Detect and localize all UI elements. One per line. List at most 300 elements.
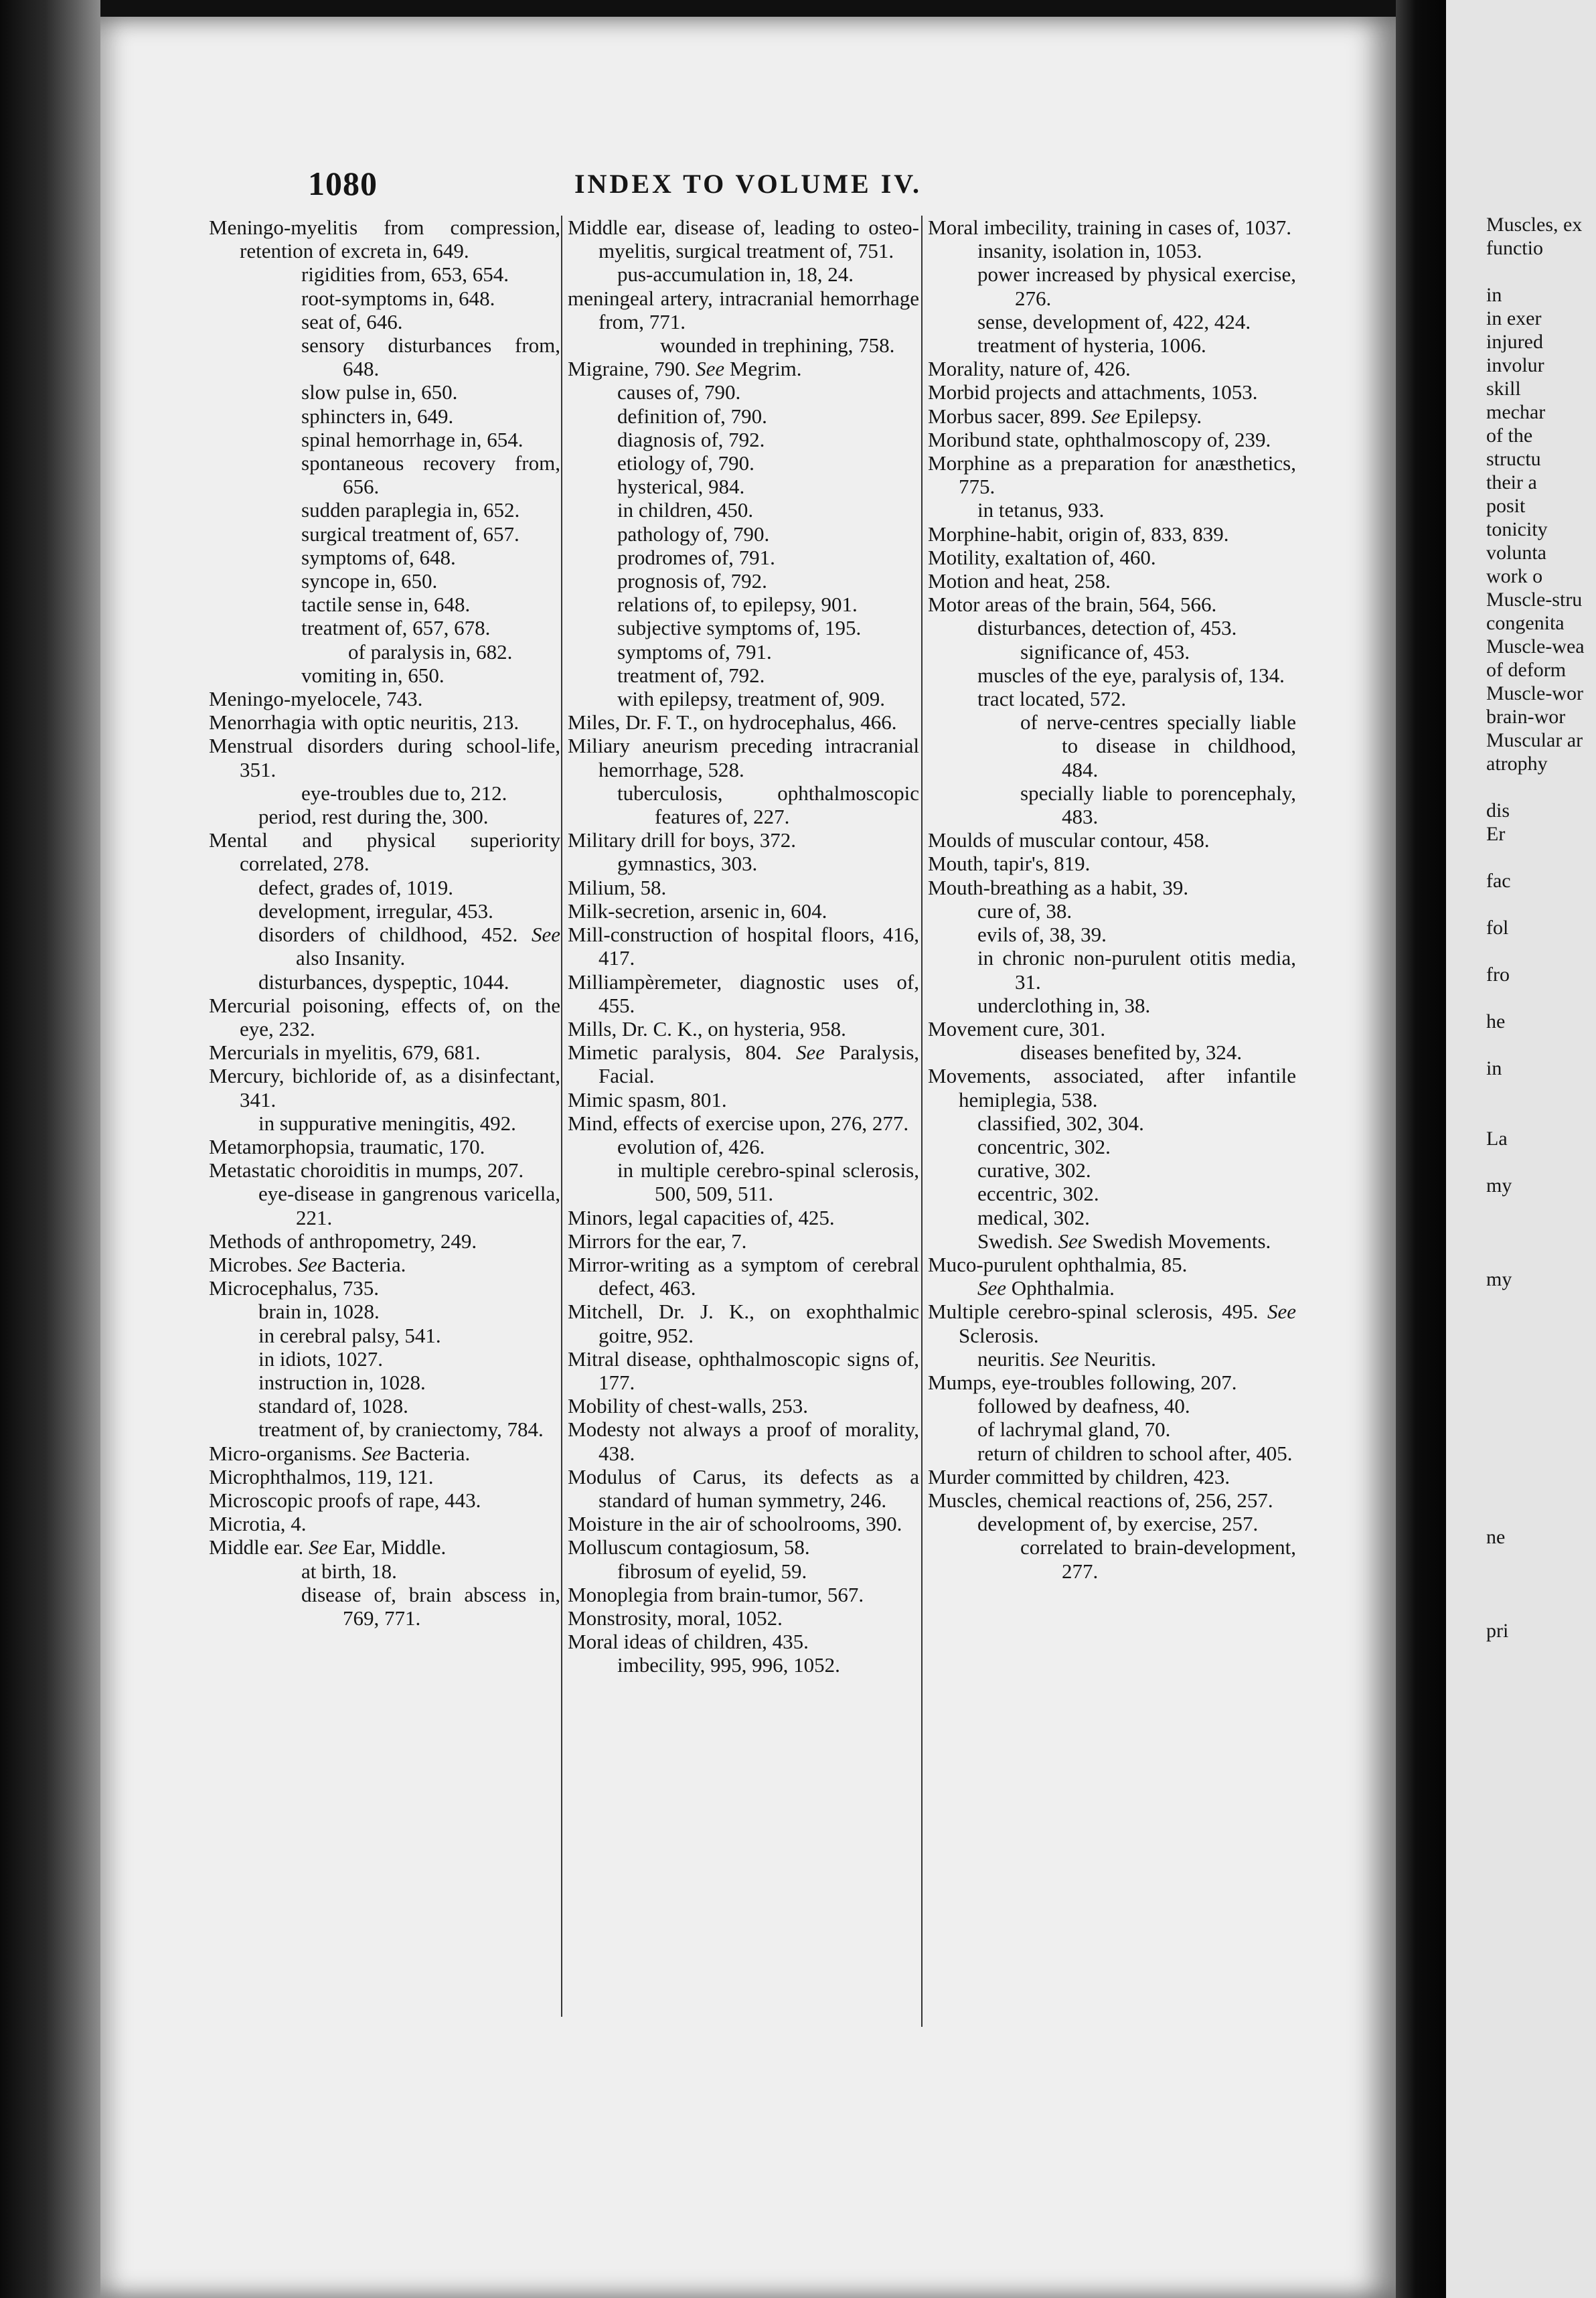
index-entry-text: neuritis. [977,1347,1045,1371]
facing-page-line: skill [1486,378,1521,400]
facing-page-line: of deform [1486,659,1567,681]
index-entry [568,1347,919,1394]
index-entry [568,1112,919,1135]
index-entry [209,1135,560,1158]
index-entry-text: tuberculosis, ophthalmoscopic features of, 227. [617,781,919,829]
facing-page-line [1486,1549,1596,1572]
index-entry [568,1465,919,1512]
index-entry-text: slow pulse in, 650. [301,380,458,404]
index-entry-text: gymnastics, 303. [617,852,758,876]
see-reference: See [696,357,725,381]
facing-page-line: fac [1486,870,1511,892]
index-entry-text: meningeal artery, intracranial hemorrhage from, 771. [568,286,919,333]
index-entry-text: Muscles, chemical reactions of, 256, 257. [928,1488,1273,1512]
index-entry [209,1276,560,1300]
index-entry-text: relations of, to epilepsy, 901. [617,593,858,617]
facing-page-line [1486,1432,1596,1455]
index-entry-text: prognosis of, 792. [617,569,767,593]
index-entry-text: Mental and physical superiority correlated, 278. [209,828,560,876]
index-entry-text: Motor areas of the brain, 564, 566. [928,593,1217,617]
index-entry [209,1158,560,1182]
index-entry [209,569,560,593]
running-title: INDEX TO VOLUME IV. [574,169,923,199]
index-entry [928,569,1296,593]
index-entry [928,664,1296,687]
index-entry-text: Mumps, eye-troubles following, 207. [928,1370,1237,1394]
index-entry [928,357,1296,380]
index-entry-text: Miles, Dr. F. T., on hydrocephalus, 466. [568,710,897,735]
index-entry-text: in multiple cerebro-spinal sclerosis, 500, 509, 511. [617,1158,919,1206]
index-entry-text: power increased by physical exercise, 276. [977,262,1296,310]
facing-page-line: posit [1486,495,1526,517]
index-entry [568,498,919,522]
index-entry-text: treatment of hysteria, 1006. [977,333,1206,358]
facing-page-line: ne [1486,1526,1506,1548]
index-entry [209,404,560,428]
index-entry [568,923,919,970]
facing-page-line: Muscle-wor [1486,682,1583,704]
index-entry [568,664,919,687]
see-reference: See [297,1252,327,1276]
see-reference: See [362,1441,391,1465]
index-entry [928,710,1296,781]
index-entry-text: vomiting in, 650. [301,663,445,687]
index-entry [209,1394,560,1418]
see-reference: See [1058,1229,1087,1253]
index-entry [568,287,919,333]
index-entry [209,522,560,546]
index-entry [928,498,1296,522]
index-entry-text: Minors, legal capacities of, 425. [568,1205,835,1229]
index-entry [209,1371,560,1394]
index-entry-text: Microbes. [209,1252,293,1276]
facing-page-line: fro [1486,964,1510,986]
index-entry-text: medical, 302. [977,1205,1090,1229]
index-entry [568,1512,919,1535]
see-reference: See [1091,404,1121,428]
index-entry-text: diagnosis of, 792. [617,427,765,451]
facing-page-line: Er [1486,823,1506,845]
index-entry [568,1158,919,1205]
index-entry-text: Morbus sacer, 899. [928,404,1087,428]
index-entry-text: Mobility of chest-walls, 253. [568,1394,809,1418]
index-entry-text: Meningo-myelocele, 743. [209,687,423,711]
facing-page-line [1486,1361,1596,1385]
index-entry-text: development of, by exercise, 257. [977,1512,1259,1536]
index-entry [209,1324,560,1347]
index-entry [209,687,560,710]
index-entry [209,216,560,262]
facing-page-line [1486,1478,1596,1502]
index-entry [209,451,560,498]
index-entry [209,428,560,451]
index-entry [568,1653,919,1677]
index-entry [928,1182,1296,1205]
index-entry-text: insanity, isolation in, 1053. [977,239,1202,263]
facing-page-fragment [1446,0,1596,2298]
index-entry-text: Milk-secretion, arsenic in, 604. [568,899,827,923]
index-entry-text: treatment of, by craniectomy, 784. [258,1418,544,1442]
index-entry [928,1276,1296,1300]
index-entry-text: treatment of, 657, 678. [301,616,491,640]
index-entry [209,1112,560,1135]
facing-page-column [1486,213,1596,1642]
index-entry [928,451,1296,498]
index-entry [568,522,919,546]
index-entry [209,781,560,805]
see-target: Ophthalmia. [1006,1276,1115,1300]
see-target: Paralysis, Facial. [598,1041,920,1088]
facing-page-line: congenita [1486,612,1565,634]
index-entry [928,1206,1296,1229]
facing-page-line: structu [1486,448,1541,470]
index-entry [209,1535,560,1559]
index-entry-text: correlated to brain-development, 277. [1020,1535,1296,1583]
index-entry-text: standard of, 1028. [258,1394,408,1418]
page-number: 1080 [308,165,378,202]
facing-page-line [1486,1244,1596,1268]
facing-page-line [1486,260,1596,283]
facing-page-line [1486,1596,1596,1619]
index-entry-text: sudden paraplegia in, 652. [301,498,520,522]
index-entry [928,687,1296,710]
index-entry [928,1253,1296,1276]
index-entry-text: Moribund state, ophthalmoscopy of, 239. [928,427,1271,451]
index-entry-text: Molluscum contagiosum, 58. [568,1535,810,1559]
index-entry [209,310,560,333]
index-entry-text: Mitral disease, ophthalmoscopic signs of, 177. [568,1347,919,1394]
see-reference: See [977,1276,1007,1300]
index-entry [568,593,919,616]
index-entry-text: in suppurative meningitis, 492. [258,1111,516,1135]
facing-page-line: fol [1486,917,1509,939]
index-entry-text: Milliampèremeter, diagnostic uses of, 455. [568,970,919,1017]
index-entry-text: Middle ear, disease of, leading to osteo-myelitis, surgical treatment of, 751. [568,216,919,263]
index-entry-text: Movement cure, 301. [928,1016,1106,1041]
index-entry-text: Moral imbecility, training in cases of, 1037. [928,216,1291,239]
index-entry [928,852,1296,875]
index-entry [928,310,1296,333]
facing-page-line: my [1486,1174,1512,1197]
index-entry-text: Milium, 58. [568,875,667,899]
facing-page-line [1486,893,1596,916]
index-entry [209,876,560,899]
index-entry [209,710,560,734]
see-reference: See [1050,1347,1079,1371]
index-entry-text: Microcephalus, 735. [209,1276,379,1300]
index-entry [209,287,560,310]
facing-page-line: in [1486,1057,1502,1079]
index-entry [568,687,919,710]
index-entry-text: disturbances, detection of, 453. [977,616,1237,640]
see-reference: See [308,1535,337,1559]
index-entry [209,1583,560,1630]
index-entry [209,1442,560,1465]
index-entry [568,1229,919,1253]
facing-page-line [1486,1338,1596,1361]
column-rule [921,216,923,2027]
index-entry [568,828,919,852]
index-entry-text: return of children to school after, 405. [977,1441,1293,1465]
index-entry-text: wounded in trephining, 758. [660,333,895,358]
facing-page-line [1486,1572,1596,1596]
index-entry [209,1512,560,1535]
index-entry-text: syncope in, 650. [301,569,438,593]
index-entry-text: hysterical, 984. [617,475,745,499]
index-entry [568,546,919,569]
index-entry-text: Menorrhagia with optic neuritis, 213. [209,710,520,735]
index-entry-text: with epilepsy, treatment of, 909. [617,687,886,711]
index-entry [209,828,560,875]
index-entry-text: symptoms of, 791. [617,639,772,664]
see-reference: See [1267,1300,1296,1324]
index-entry [209,616,560,639]
index-entry-text: in cerebral palsy, 541. [258,1323,441,1347]
see-target: Megrim. [724,357,802,381]
index-entry [568,1630,919,1653]
index-entry-text: in idiots, 1027. [258,1347,384,1371]
index-entry-text: Mercurial poisoning, effects of, on the eye, 232. [209,993,560,1041]
index-entry [209,640,560,664]
facing-page-line: my [1486,1268,1512,1290]
index-entry-text: Microphthalmos, 119, 121. [209,1464,434,1488]
index-entry [209,734,560,781]
index-entry [568,1535,919,1559]
index-entry-text: of lachrymal gland, 70. [977,1418,1171,1442]
index-entry-text: in children, 450. [617,498,754,522]
index-entry-text: disease of, brain abscess in, 769, 771. [301,1582,560,1630]
see-target: Sclerosis. [959,1323,1039,1347]
index-entry [568,1017,919,1041]
index-entry [928,239,1296,262]
index-entry [928,1017,1296,1041]
index-entry [209,1347,560,1371]
index-entry-text: causes of, 790. [617,380,741,404]
index-entry-text: Morphine-habit, origin of, 833, 839. [928,522,1229,546]
index-entry [209,1418,560,1441]
index-entry [568,640,919,664]
index-entry [568,876,919,899]
index-entry-text: evils of, 38, 39. [977,923,1107,947]
index-entry-text: Mimetic paralysis, 804. [568,1041,782,1065]
index-entry [928,380,1296,404]
page-header [100,151,1396,204]
index-entry-text: Metastatic choroiditis in mumps, 207. [209,1158,524,1182]
index-entry-text: Morality, nature of, 426. [928,357,1131,381]
index-entry-text: Mind, effects of exercise upon, 276, 277. [568,1111,909,1135]
index-entry-text: disorders of childhood, 452. [258,923,518,947]
index-entry [928,1488,1296,1512]
index-entry [209,262,560,286]
index-entry [928,1112,1296,1135]
facing-page-line [1486,1314,1596,1338]
index-entry-text: tactile sense in, 648. [301,593,471,617]
index-entry-text: Mirrors for the ear, 7. [568,1229,747,1253]
index-entry [568,734,919,781]
index-entry-text: curative, 302. [977,1158,1091,1182]
index-entry-text: Menstrual disorders during school-life, 351. [209,734,560,781]
index-entry-text: Mirror-writing as a symptom of cerebral defect, 463. [568,1252,919,1300]
book-gutter [1396,0,1446,2298]
index-entry [928,899,1296,923]
facing-page-line [1486,1502,1596,1525]
index-entry-text: spontaneous recovery from, 656. [301,451,560,499]
index-entry [928,1535,1296,1582]
index-entry-text: concentric, 302. [977,1134,1111,1158]
facing-page-line [1486,1103,1596,1127]
index-entry-text: Methods of anthropometry, 249. [209,1229,477,1253]
index-entry [568,451,919,475]
index-entry [209,498,560,522]
facing-page-line [1486,1455,1596,1478]
facing-page-line: in [1486,284,1502,306]
see-target: Bacteria. [326,1252,406,1276]
index-entry-text: of paralysis in, 682. [348,639,513,664]
index-entry-text: Mitchell, Dr. J. K., on exophthalmic goitre, 952. [568,1300,919,1347]
index-entry-text: eccentric, 302. [977,1182,1099,1206]
facing-page-line: their a [1486,471,1537,493]
index-entry [928,1229,1296,1253]
index-entry [568,899,919,923]
index-column-3 [928,216,1296,1583]
facing-page-line: dis [1486,799,1510,822]
index-entry-text: Metamorphopsia, traumatic, 170. [209,1134,485,1158]
index-entry-text: spinal hemorrhage in, 654. [301,427,524,451]
index-entry-text: Mouth, tapir's, 819. [928,852,1091,876]
index-entry [928,876,1296,899]
index-entry-text: sense, development of, 422, 424. [977,309,1251,333]
index-entry [928,828,1296,852]
index-entry [209,1253,560,1276]
index-entry [928,640,1296,664]
facing-page-line: mechar [1486,401,1546,423]
index-entry-text: definition of, 790. [617,404,767,428]
facing-page-line [1486,1291,1596,1314]
index-entry-text: surgical treatment of, 657. [301,522,520,546]
index-entry [928,546,1296,569]
index-entry [209,1041,560,1064]
index-entry [928,1300,1296,1347]
index-entry-text: Monstrosity, moral, 1052. [568,1606,783,1630]
index-entry-text: Mercury, bichloride of, as a disinfectant, 341. [209,1064,560,1112]
facing-page-line: Muscular ar [1486,729,1583,751]
index-entry [568,781,919,828]
column-rule [561,216,562,2017]
index-entry [209,333,560,380]
index-entry [568,333,919,357]
index-entry [568,262,919,286]
index-entry-text: Meningo-myelitis from compression, retention of excreta in, 649. [209,216,560,263]
index-entry-text: period, rest during the, 300. [258,805,489,829]
index-entry-text: eye-disease in gangrenous varicella, 221. [258,1182,560,1229]
index-entry [209,1300,560,1323]
index-entry-text: Micro-organisms. [209,1441,357,1465]
index-entry [568,428,919,451]
facing-page-line [1486,846,1596,869]
index-entry [928,1347,1296,1371]
index-entry-text: disturbances, dyspeptic, 1044. [258,970,509,994]
facing-page-line: Muscle-wea [1486,635,1585,658]
index-entry-text: eye-troubles due to, 212. [301,781,507,805]
index-entry [928,404,1296,428]
index-entry [568,710,919,734]
facing-page-line: La [1486,1128,1508,1150]
index-entry-text: at birth, 18. [301,1559,397,1583]
index-entry-text: muscles of the eye, paralysis of, 134. [977,663,1285,687]
index-entry-text: tract located, 572. [977,687,1127,711]
index-entry [928,946,1296,993]
facing-page-line [1486,1080,1596,1103]
index-entry-text: Movements, associated, after infantile hemiplegia, 538. [928,1064,1296,1112]
index-entry-text: Miliary aneurism preceding intracranial hemorrhage, 528. [568,734,919,781]
index-entry-text: evolution of, 426. [617,1134,765,1158]
index-entry-text: Moisture in the air of schoolrooms, 390. [568,1512,902,1536]
index-entry [209,593,560,616]
index-entry [568,1041,919,1087]
facing-page-line [1486,775,1596,799]
index-entry [209,1064,560,1111]
index-entry-text: cure of, 38. [977,899,1072,923]
index-entry-text: Mercurials in myelitis, 679, 681. [209,1041,481,1065]
index-entry [209,1488,560,1512]
index-entry [568,569,919,593]
index-entry-text: Morbid projects and attachments, 1053. [928,380,1258,404]
index-entry-text: Modesty not always a proof of morality, 438. [568,1418,919,1465]
index-entry-text: seat of, 646. [301,309,403,333]
index-entry [568,1583,919,1606]
facing-page-line: he [1486,1010,1506,1032]
index-entry [928,1135,1296,1158]
index-entry [209,546,560,569]
index-entry-text: Monoplegia from brain-tumor, 567. [568,1582,864,1606]
index-entry-text: Multiple cerebro-spinal sclerosis, 495. [928,1300,1259,1324]
index-entry [568,1088,919,1112]
index-entry-text: Swedish. [977,1229,1053,1253]
index-entry-text: etiology of, 790. [617,451,754,475]
index-entry [928,333,1296,357]
index-entry-text: Morphine as a preparation for anæsthetics, 775. [928,451,1296,499]
facing-page-line [1486,1385,1596,1408]
index-entry [568,1300,919,1347]
index-entry [928,994,1296,1017]
see-target: Ear, Middle. [337,1535,447,1559]
facing-page-line: functio [1486,237,1543,259]
facing-page-line: tonicity [1486,518,1548,540]
index-entry-text: Middle ear. [209,1535,304,1559]
index-entry-text: Moulds of muscular contour, 458. [928,828,1210,852]
index-entry-text: root-symptoms in, 648. [301,286,495,310]
index-entry [928,1064,1296,1111]
index-entry [209,1559,560,1583]
index-entry-text: Mills, Dr. C. K., on hysteria, 958. [568,1016,846,1041]
index-entry-text: rigidities from, 653, 654. [301,262,509,287]
index-entry-text: Microtia, 4. [209,1512,307,1536]
index-entry [928,216,1296,239]
index-entry-text: underclothing in, 38. [977,993,1151,1017]
index-entry [928,593,1296,616]
index-entry [568,475,919,498]
index-entry-text: Mouth-breathing as a habit, 39. [928,875,1189,899]
index-entry-text: Muco-purulent ophthalmia, 85. [928,1252,1188,1276]
facing-page-line: in exer [1486,307,1542,329]
index-entry [209,1229,560,1253]
facing-page-line: injured [1486,331,1543,353]
index-entry [568,616,919,639]
index-entry [568,216,919,262]
index-entry-text: followed by deafness, 40. [977,1394,1190,1418]
facing-page-line: of the [1486,425,1533,447]
index-entry-text: fibrosum of eyelid, 59. [617,1559,807,1583]
